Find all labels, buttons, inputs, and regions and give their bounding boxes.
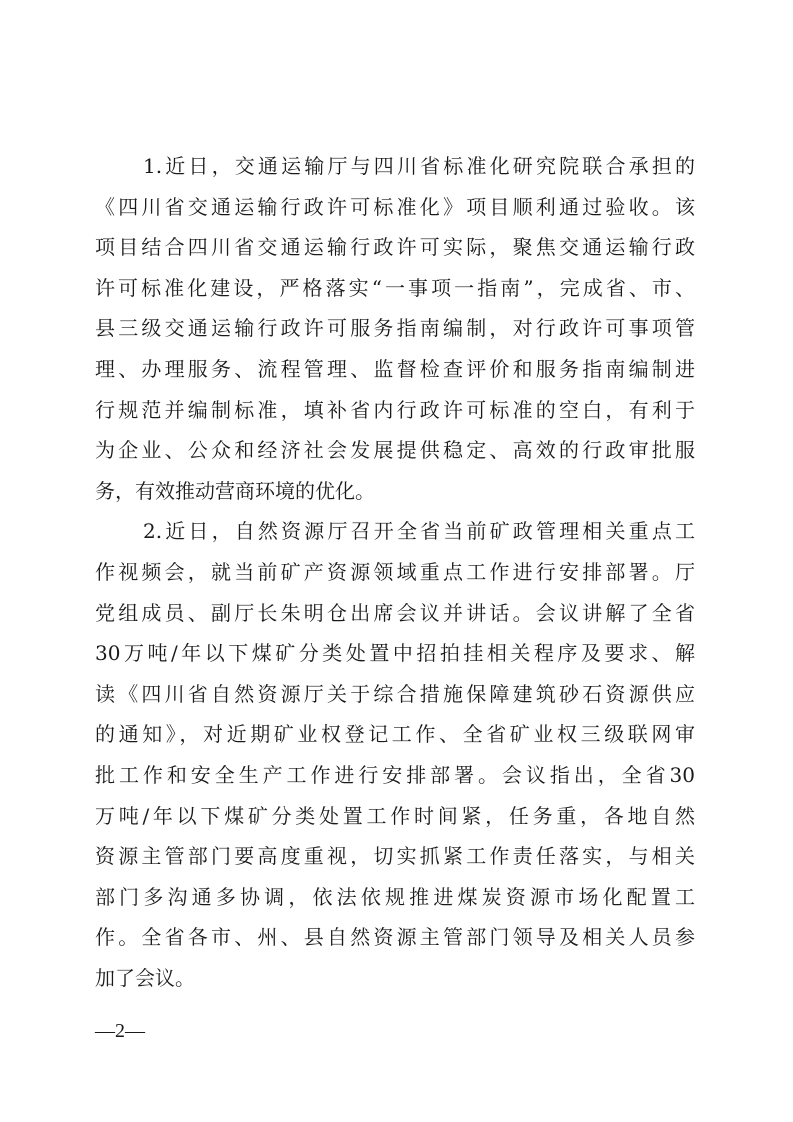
paragraph-2-line-10: 部门多沟通多协调，依法依规推进煤炭资源市场化配置工 <box>95 884 695 909</box>
paragraph-2-line-2: 作视频会，就当前矿产资源领域重点工作进行安排部署。厅 <box>95 560 695 584</box>
paragraph-2-line-4: 30万吨/年以下煤矿分类处置中招拍挂相关程序及要求、解 <box>95 641 695 666</box>
paragraph-2-line-1: 2.近日，自然资源厅召开全省当前矿政管理相关重点工 <box>143 519 695 544</box>
paragraph-2-line-5: 读《四川省自然资源厅关于综合措施保障建筑砂石资源供应 <box>95 681 695 706</box>
paragraph-2-line-7: 批工作和安全生产工作进行安排部署。会议指出，全省30 <box>95 763 695 787</box>
paragraph-1-line-9: 务，有效推动营商环境的优化。 <box>95 478 375 503</box>
paragraph-2-line-9: 资源主管部门要高度重视，切实抓紧工作责任落实，与相关 <box>95 844 695 869</box>
paragraph-2-line-3: 党组成员、副厅长朱明仓出席会议并讲话。会议讲解了全省 <box>95 600 695 625</box>
paragraph-1-line-2: 《四川省交通运输行政许可标准化》项目顺利通过验收。该 <box>95 194 695 219</box>
paragraph-1-line-4: 许可标准化建设，严格落实“一事项一指南”，完成省、市、 <box>95 275 695 300</box>
page-number: —2— <box>95 1020 145 1042</box>
paragraph-1-line-8: 为企业、公众和经济社会发展提供稳定、高效的行政审批服 <box>95 438 695 463</box>
paragraph-1-line-6: 理、办理服务、流程管理、监督检查评价和服务指南编制进 <box>95 357 695 381</box>
paragraph-2-line-8: 万吨/年以下煤矿分类处置工作时间紧，任务重，各地自然 <box>95 803 695 828</box>
paragraph-2-line-6: 的通知》，对近期矿业权登记工作、全省矿业权三级联网审 <box>95 722 695 747</box>
paragraph-2-line-11: 作。全省各市、州、县自然资源主管部门领导及相关人员参 <box>95 925 695 950</box>
paragraph-1-line-3: 项目结合四川省交通运输行政许可实际，聚焦交通运输行政 <box>95 235 695 260</box>
paragraph-1-line-7: 行规范并编制标准，填补省内行政许可标准的空白，有利于 <box>95 397 695 422</box>
paragraph-2-line-12: 加了会议。 <box>95 966 195 990</box>
paragraph-1-line-5: 县三级交通运输行政许可服务指南编制，对行政许可事项管 <box>95 316 695 341</box>
paragraph-1-line-1: 1.近日，交通运输厅与四川省标准化研究院联合承担的 <box>143 154 695 178</box>
